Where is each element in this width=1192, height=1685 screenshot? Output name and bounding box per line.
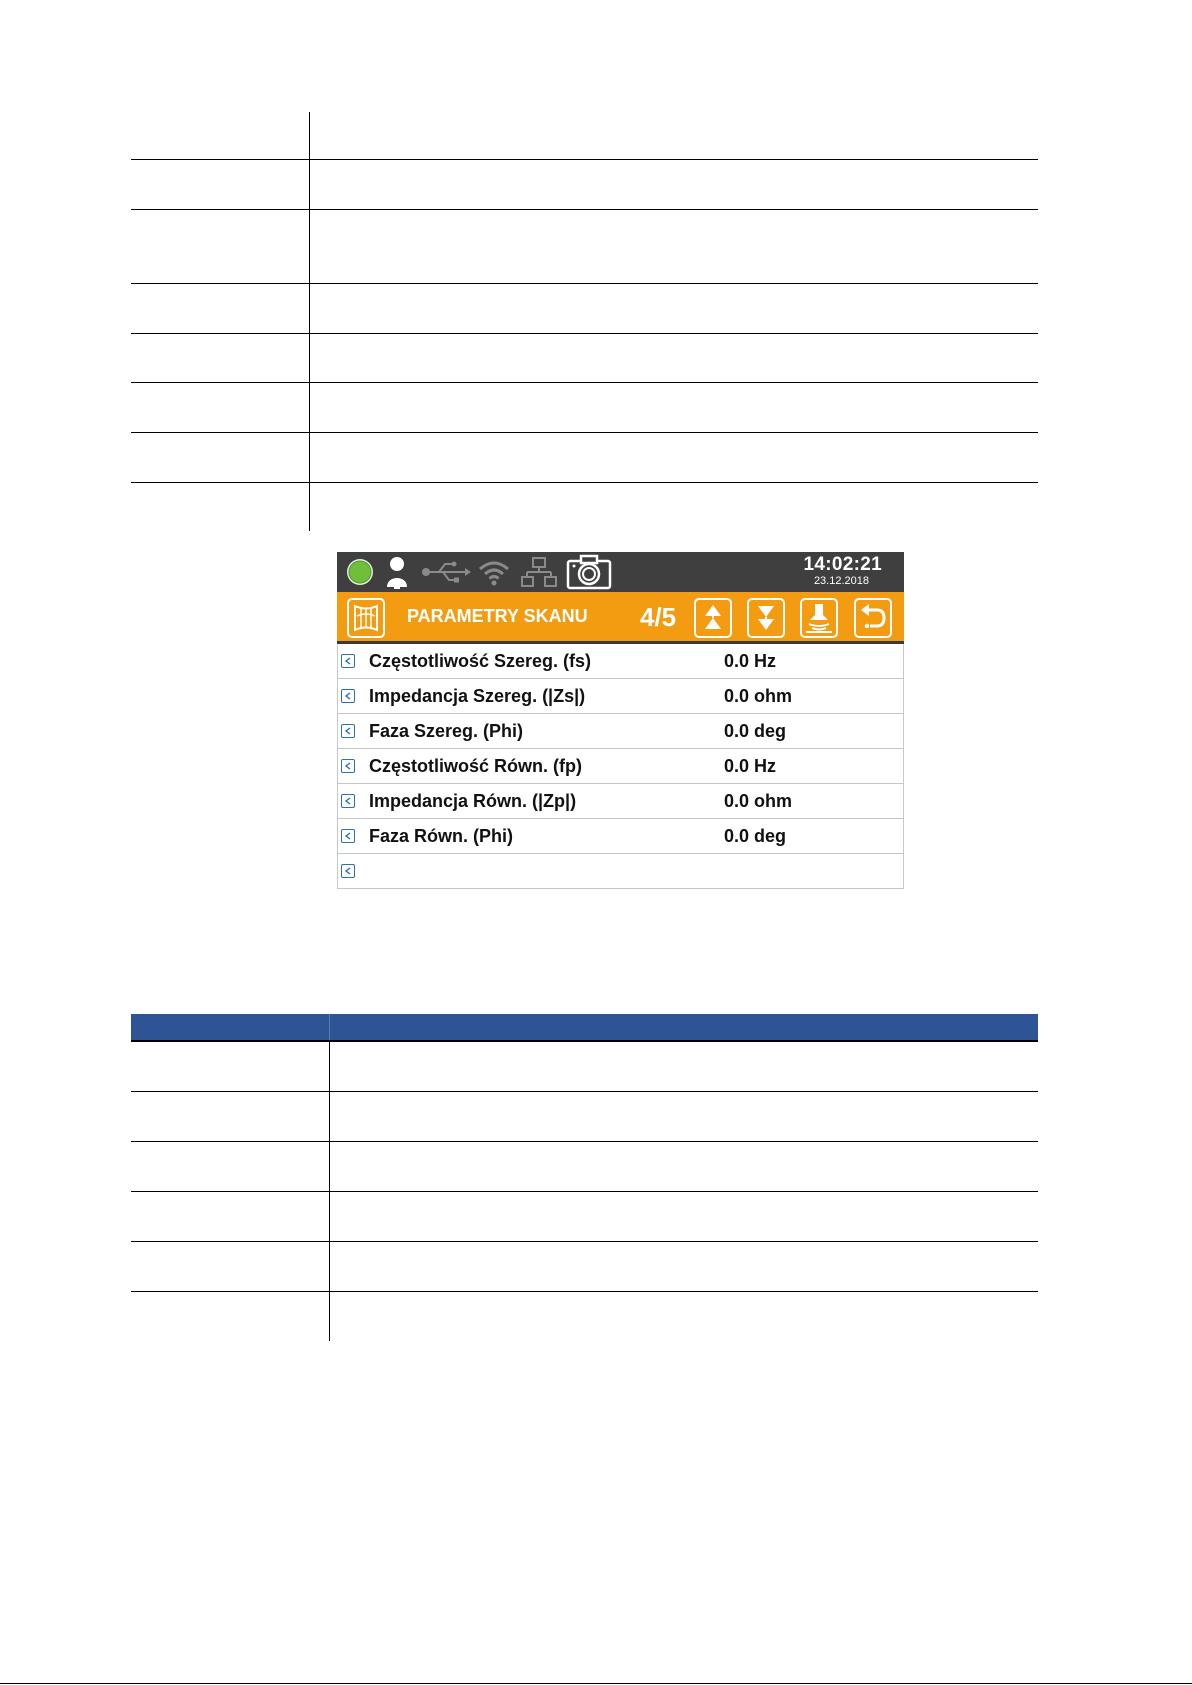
table-row-divider: [131, 283, 1038, 284]
parameter-value: 0.0 ohm: [724, 791, 793, 811]
parameter-row[interactable]: [338, 644, 903, 679]
document-table-top: [131, 112, 1038, 531]
parameter-row[interactable]: [338, 714, 903, 749]
back-icon: [858, 602, 888, 634]
table-row-divider: [131, 1291, 1038, 1292]
table-row-divider: [131, 209, 1038, 210]
table-column-divider: [309, 112, 310, 531]
document-table-bottom: [131, 1014, 1038, 1341]
chevron-left-icon[interactable]: [341, 864, 355, 878]
table-row-divider: [131, 1191, 1038, 1192]
parameter-row[interactable]: [338, 679, 903, 714]
table-row-divider: [131, 1141, 1038, 1142]
table-row-divider: [131, 1091, 1038, 1092]
parameter-row[interactable]: [338, 854, 903, 889]
parameter-label: Impedancja Równ. (|Zp|): [369, 791, 577, 811]
user-icon: [383, 552, 411, 592]
chevron-left-icon[interactable]: [341, 689, 355, 703]
table-row-divider: [131, 159, 1038, 160]
probe-button[interactable]: [800, 598, 838, 638]
scan-menu-icon: [351, 602, 381, 634]
parameter-label: Częstotliwość Równ. (fp): [369, 756, 582, 776]
clock-time: 14:02:21: [803, 554, 882, 575]
page-indicator: 4/5: [640, 602, 677, 632]
table-header: [131, 1014, 1038, 1042]
table-row-divider: [131, 432, 1038, 433]
chevron-left-icon[interactable]: [341, 759, 355, 773]
parameter-value: 0.0 deg: [724, 826, 787, 846]
chevron-left-icon[interactable]: [341, 794, 355, 808]
screen-title: PARAMETRY SKANU: [407, 606, 588, 626]
parameter-row[interactable]: [338, 784, 903, 819]
table-row-divider: [131, 333, 1038, 334]
clock-date: 23.12.2018: [813, 575, 869, 587]
status-ok-icon: [343, 552, 377, 592]
parameter-row[interactable]: [338, 749, 903, 784]
probe-icon: [804, 602, 834, 634]
parameter-value: 0.0 deg: [724, 721, 787, 741]
table-row-divider: [131, 482, 1038, 483]
toolbar: [337, 592, 904, 644]
page-down-button[interactable]: [747, 598, 785, 638]
page-up-button[interactable]: [694, 598, 732, 638]
page-down-icon: [753, 602, 779, 634]
chevron-left-icon[interactable]: [341, 829, 355, 843]
wifi-icon: [475, 552, 513, 592]
back-button[interactable]: [854, 598, 892, 638]
network-icon: [519, 552, 559, 592]
parameter-value: 0.0 Hz: [724, 756, 777, 776]
page-bottom-rule: [0, 1683, 1192, 1684]
parameter-label: Częstotliwość Szereg. (fs): [369, 651, 592, 671]
chevron-left-icon[interactable]: [341, 724, 355, 738]
parameter-label: Faza Szereg. (Phi): [369, 721, 524, 741]
table-row-divider: [131, 1241, 1038, 1242]
camera-icon[interactable]: [565, 552, 613, 592]
page-up-icon: [700, 602, 726, 634]
parameter-label: Impedancja Szereg. (|Zs|): [369, 686, 586, 706]
parameter-value: 0.0 ohm: [724, 686, 793, 706]
table-row-divider: [131, 382, 1038, 383]
parameter-row[interactable]: [338, 819, 903, 854]
status-bar: [337, 552, 904, 592]
parameter-value: 0.0 Hz: [724, 651, 777, 671]
parameter-list: [337, 644, 904, 889]
scan-menu-button[interactable]: [347, 598, 385, 638]
chevron-left-icon[interactable]: [341, 654, 355, 668]
table-header-divider: [329, 1014, 330, 1040]
device-screen: [337, 552, 904, 894]
usb-icon: [421, 552, 471, 592]
parameter-label: Faza Równ. (Phi): [369, 826, 513, 846]
